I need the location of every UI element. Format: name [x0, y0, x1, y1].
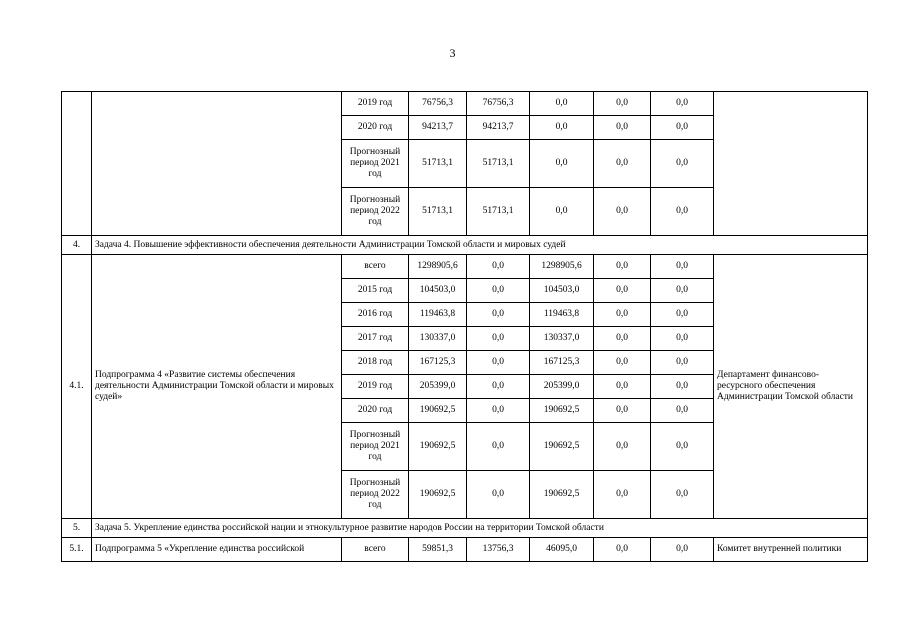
local-budget-cell: 0,0	[594, 140, 651, 188]
year-cell: 2017 год	[342, 327, 409, 351]
regional-budget-cell: 190692,5	[530, 399, 594, 423]
federal-budget-cell: 0,0	[467, 423, 530, 471]
federal-budget-cell: 0,0	[467, 279, 530, 303]
local-budget-cell: 0,0	[594, 116, 651, 140]
year-cell: всего	[342, 255, 409, 279]
extrabudget-cell: 0,0	[651, 351, 714, 375]
extrabudget-cell: 0,0	[651, 116, 714, 140]
extrabudget-cell: 0,0	[651, 140, 714, 188]
year-cell: Прогнозный период 2021 год	[342, 423, 409, 471]
total-cell: 76756,3	[409, 92, 467, 116]
extrabudget-cell: 0,0	[651, 303, 714, 327]
subprogram-name: Подпрограмма 4 «Развитие системы обеспечения деятельности Администрации Томской области и мировых судей»	[92, 255, 342, 519]
year-cell: 2020 год	[342, 116, 409, 140]
regional-budget-cell: 0,0	[530, 116, 594, 140]
task-number: 4.	[62, 236, 92, 255]
federal-budget-cell: 0,0	[467, 327, 530, 351]
year-cell: Прогнозный период 2022 год	[342, 471, 409, 519]
extrabudget-cell: 0,0	[651, 471, 714, 519]
year-cell: всего	[342, 538, 409, 562]
extrabudget-cell: 0,0	[651, 423, 714, 471]
executor-cell: Департамент финансово-ресурсного обеспечения Администрации Томской области	[714, 255, 868, 519]
local-budget-cell: 0,0	[594, 188, 651, 236]
regional-budget-cell: 205399,0	[530, 375, 594, 399]
executor-cell: Комитет внутренней политики	[714, 538, 868, 562]
total-cell: 190692,5	[409, 471, 467, 519]
total-cell: 94213,7	[409, 116, 467, 140]
task-title: Задача 5. Укрепление единства российской нации и этнокультурное развитие народов России на территории Томской области	[92, 519, 868, 538]
year-cell: 2019 год	[342, 375, 409, 399]
name-cell	[92, 92, 342, 236]
page-number: 3	[449, 46, 456, 60]
task-title: Задача 4. Повышение эффективности обеспечения деятельности Администрации Томской области и мировых судей	[92, 236, 868, 255]
total-cell: 205399,0	[409, 375, 467, 399]
task-number: 5.	[62, 519, 92, 538]
task-5-row	[62, 519, 868, 538]
federal-budget-cell: 0,0	[467, 399, 530, 423]
extrabudget-cell: 0,0	[651, 255, 714, 279]
total-cell: 51713,1	[409, 188, 467, 236]
federal-budget-cell: 51713,1	[467, 188, 530, 236]
regional-budget-cell: 167125,3	[530, 351, 594, 375]
total-cell: 59851,3	[409, 538, 467, 562]
regional-budget-cell: 0,0	[530, 188, 594, 236]
total-cell: 190692,5	[409, 423, 467, 471]
federal-budget-cell: 76756,3	[467, 92, 530, 116]
regional-budget-cell: 0,0	[530, 92, 594, 116]
federal-budget-cell: 0,0	[467, 471, 530, 519]
regional-budget-cell: 130337,0	[530, 327, 594, 351]
subprogram-number: 4.1.	[62, 255, 92, 519]
program-funding-table	[61, 91, 868, 562]
subprogram-name: Подпрограмма 5 «Укрепление единства российской	[92, 538, 342, 562]
federal-budget-cell: 94213,7	[467, 116, 530, 140]
local-budget-cell: 0,0	[594, 538, 651, 562]
extrabudget-cell: 0,0	[651, 92, 714, 116]
extrabudget-cell: 0,0	[651, 327, 714, 351]
table-row	[62, 92, 868, 116]
total-cell: 51713,1	[409, 140, 467, 188]
task-4-row	[62, 236, 868, 255]
extrabudget-cell: 0,0	[651, 188, 714, 236]
total-cell: 130337,0	[409, 327, 467, 351]
total-cell: 119463,8	[409, 303, 467, 327]
local-budget-cell: 0,0	[594, 303, 651, 327]
year-cell: 2015 год	[342, 279, 409, 303]
local-budget-cell: 0,0	[594, 351, 651, 375]
federal-budget-cell: 0,0	[467, 255, 530, 279]
extrabudget-cell: 0,0	[651, 399, 714, 423]
local-budget-cell: 0,0	[594, 375, 651, 399]
extrabudget-cell: 0,0	[651, 538, 714, 562]
year-cell: 2018 год	[342, 351, 409, 375]
local-budget-cell: 0,0	[594, 92, 651, 116]
regional-budget-cell: 1298905,6	[530, 255, 594, 279]
regional-budget-cell: 190692,5	[530, 471, 594, 519]
local-budget-cell: 0,0	[594, 279, 651, 303]
total-cell: 190692,5	[409, 399, 467, 423]
regional-budget-cell: 104503,0	[530, 279, 594, 303]
regional-budget-cell: 190692,5	[530, 423, 594, 471]
local-budget-cell: 0,0	[594, 399, 651, 423]
executor-cell	[714, 92, 868, 236]
federal-budget-cell: 51713,1	[467, 140, 530, 188]
year-cell: Прогнозный период 2022 год	[342, 188, 409, 236]
federal-budget-cell: 0,0	[467, 375, 530, 399]
subprogram-4-row	[62, 255, 868, 279]
year-cell: Прогнозный период 2021 год	[342, 140, 409, 188]
local-budget-cell: 0,0	[594, 255, 651, 279]
federal-budget-cell: 0,0	[467, 303, 530, 327]
local-budget-cell: 0,0	[594, 423, 651, 471]
extrabudget-cell: 0,0	[651, 375, 714, 399]
year-cell: 2020 год	[342, 399, 409, 423]
number-cell	[62, 92, 92, 236]
regional-budget-cell: 119463,8	[530, 303, 594, 327]
total-cell: 104503,0	[409, 279, 467, 303]
federal-budget-cell: 0,0	[467, 351, 530, 375]
year-cell: 2016 год	[342, 303, 409, 327]
local-budget-cell: 0,0	[594, 327, 651, 351]
regional-budget-cell: 46095,0	[530, 538, 594, 562]
total-cell: 1298905,6	[409, 255, 467, 279]
year-cell: 2019 год	[342, 92, 409, 116]
subprogram-5-row	[62, 538, 868, 562]
federal-budget-cell: 13756,3	[467, 538, 530, 562]
extrabudget-cell: 0,0	[651, 279, 714, 303]
total-cell: 167125,3	[409, 351, 467, 375]
subprogram-number: 5.1.	[62, 538, 92, 562]
regional-budget-cell: 0,0	[530, 140, 594, 188]
local-budget-cell: 0,0	[594, 471, 651, 519]
